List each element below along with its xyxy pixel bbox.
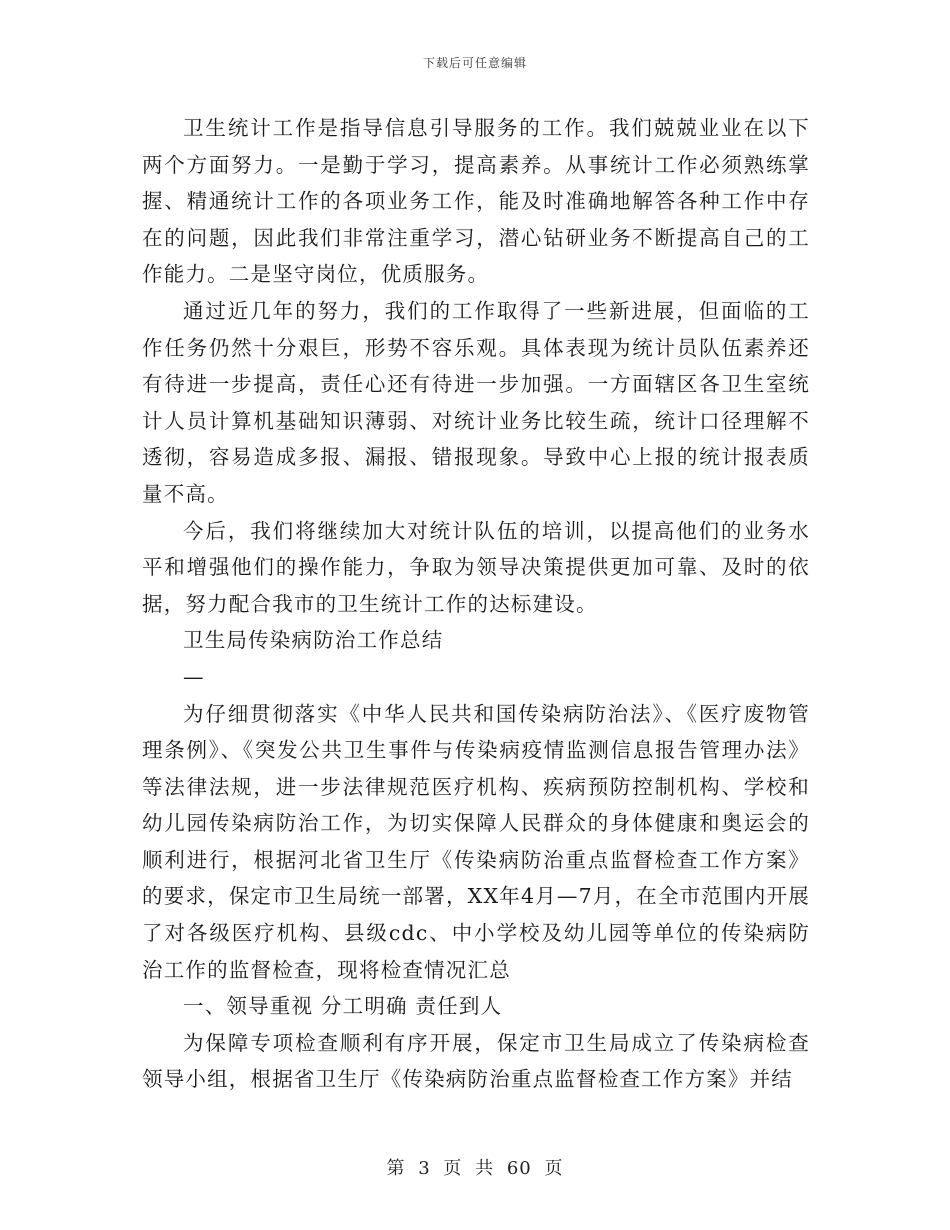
section-title: 卫生局传染病防治工作总结 (183, 628, 444, 653)
page-number: 第 3 页 共 60 页 (386, 1158, 564, 1179)
document-body (142, 110, 810, 1098)
dash-line: — (183, 664, 205, 689)
paragraph: 为仔细贯彻落实《中华人民共和国传染病防治法》、《医疗废物管理条例》、《突发公共卫生事件与传染病疫情监测信息报告管理办法》等法律法规，进一步法律规范医疗机构、疾病预防控制机构、学校和幼儿园传染病防治工作，为切实保障人民群众的身体健康和奥运会的顺利进行，根据河北省卫生厅《传染病防治重点监督检查工作方案》的要求，保定市卫生局统一部署，XX年4月—7月，在全市范围内开展了对各级医疗机构、县级cdc、中小学校及幼儿园等单位的传染病防治工作的监督检查，现将检查情况汇总 (142, 701, 810, 982)
page-header: 下载后可任意编辑 (422, 56, 527, 70)
paragraph: 今后，我们将继续加大对统计队伍的培训，以提高他们的业务水平和增强他们的操作能力，争取为领导决策提供更加可靠、及时的依据，努力配合我市的卫生统计工作的达标建设。 (142, 518, 810, 616)
paragraph: 卫生统计工作是指导信息引导服务的工作。我们兢兢业业在以下两个方面努力。一是勤于学习，提高素养。从事统计工作必须熟练掌握、精通统计工作的各项业务工作，能及时准确地解答各种工作中存在的问题，因此我们非常注重学习，潜心钻研业务不断提高自己的工作能力。二是坚守岗位，优质服务。 (142, 116, 810, 287)
section-heading: 一、领导重视 分工明确 责任到人 (183, 994, 503, 1019)
paragraph: 通过近几年的努力，我们的工作取得了一些新进展，但面临的工作任务仍然十分艰巨，形势不容乐观。具体表现为统计员队伍素养还有待进一步提高，责任心还有待进一步加强。一方面辖区各卫生室统计人员计算机基础知识薄弱、对统计业务比较生疏，统计口径理解不透彻，容易造成多报、漏报、错报现象。导致中心上报的统计报表质量不高。 (142, 298, 810, 506)
paragraph: 为保障专项检查顺利有序开展，保定市卫生局成立了传染病检查领导小组，根据省卫生厅《传染病防治重点监督检查工作方案》并结 (142, 1030, 810, 1092)
